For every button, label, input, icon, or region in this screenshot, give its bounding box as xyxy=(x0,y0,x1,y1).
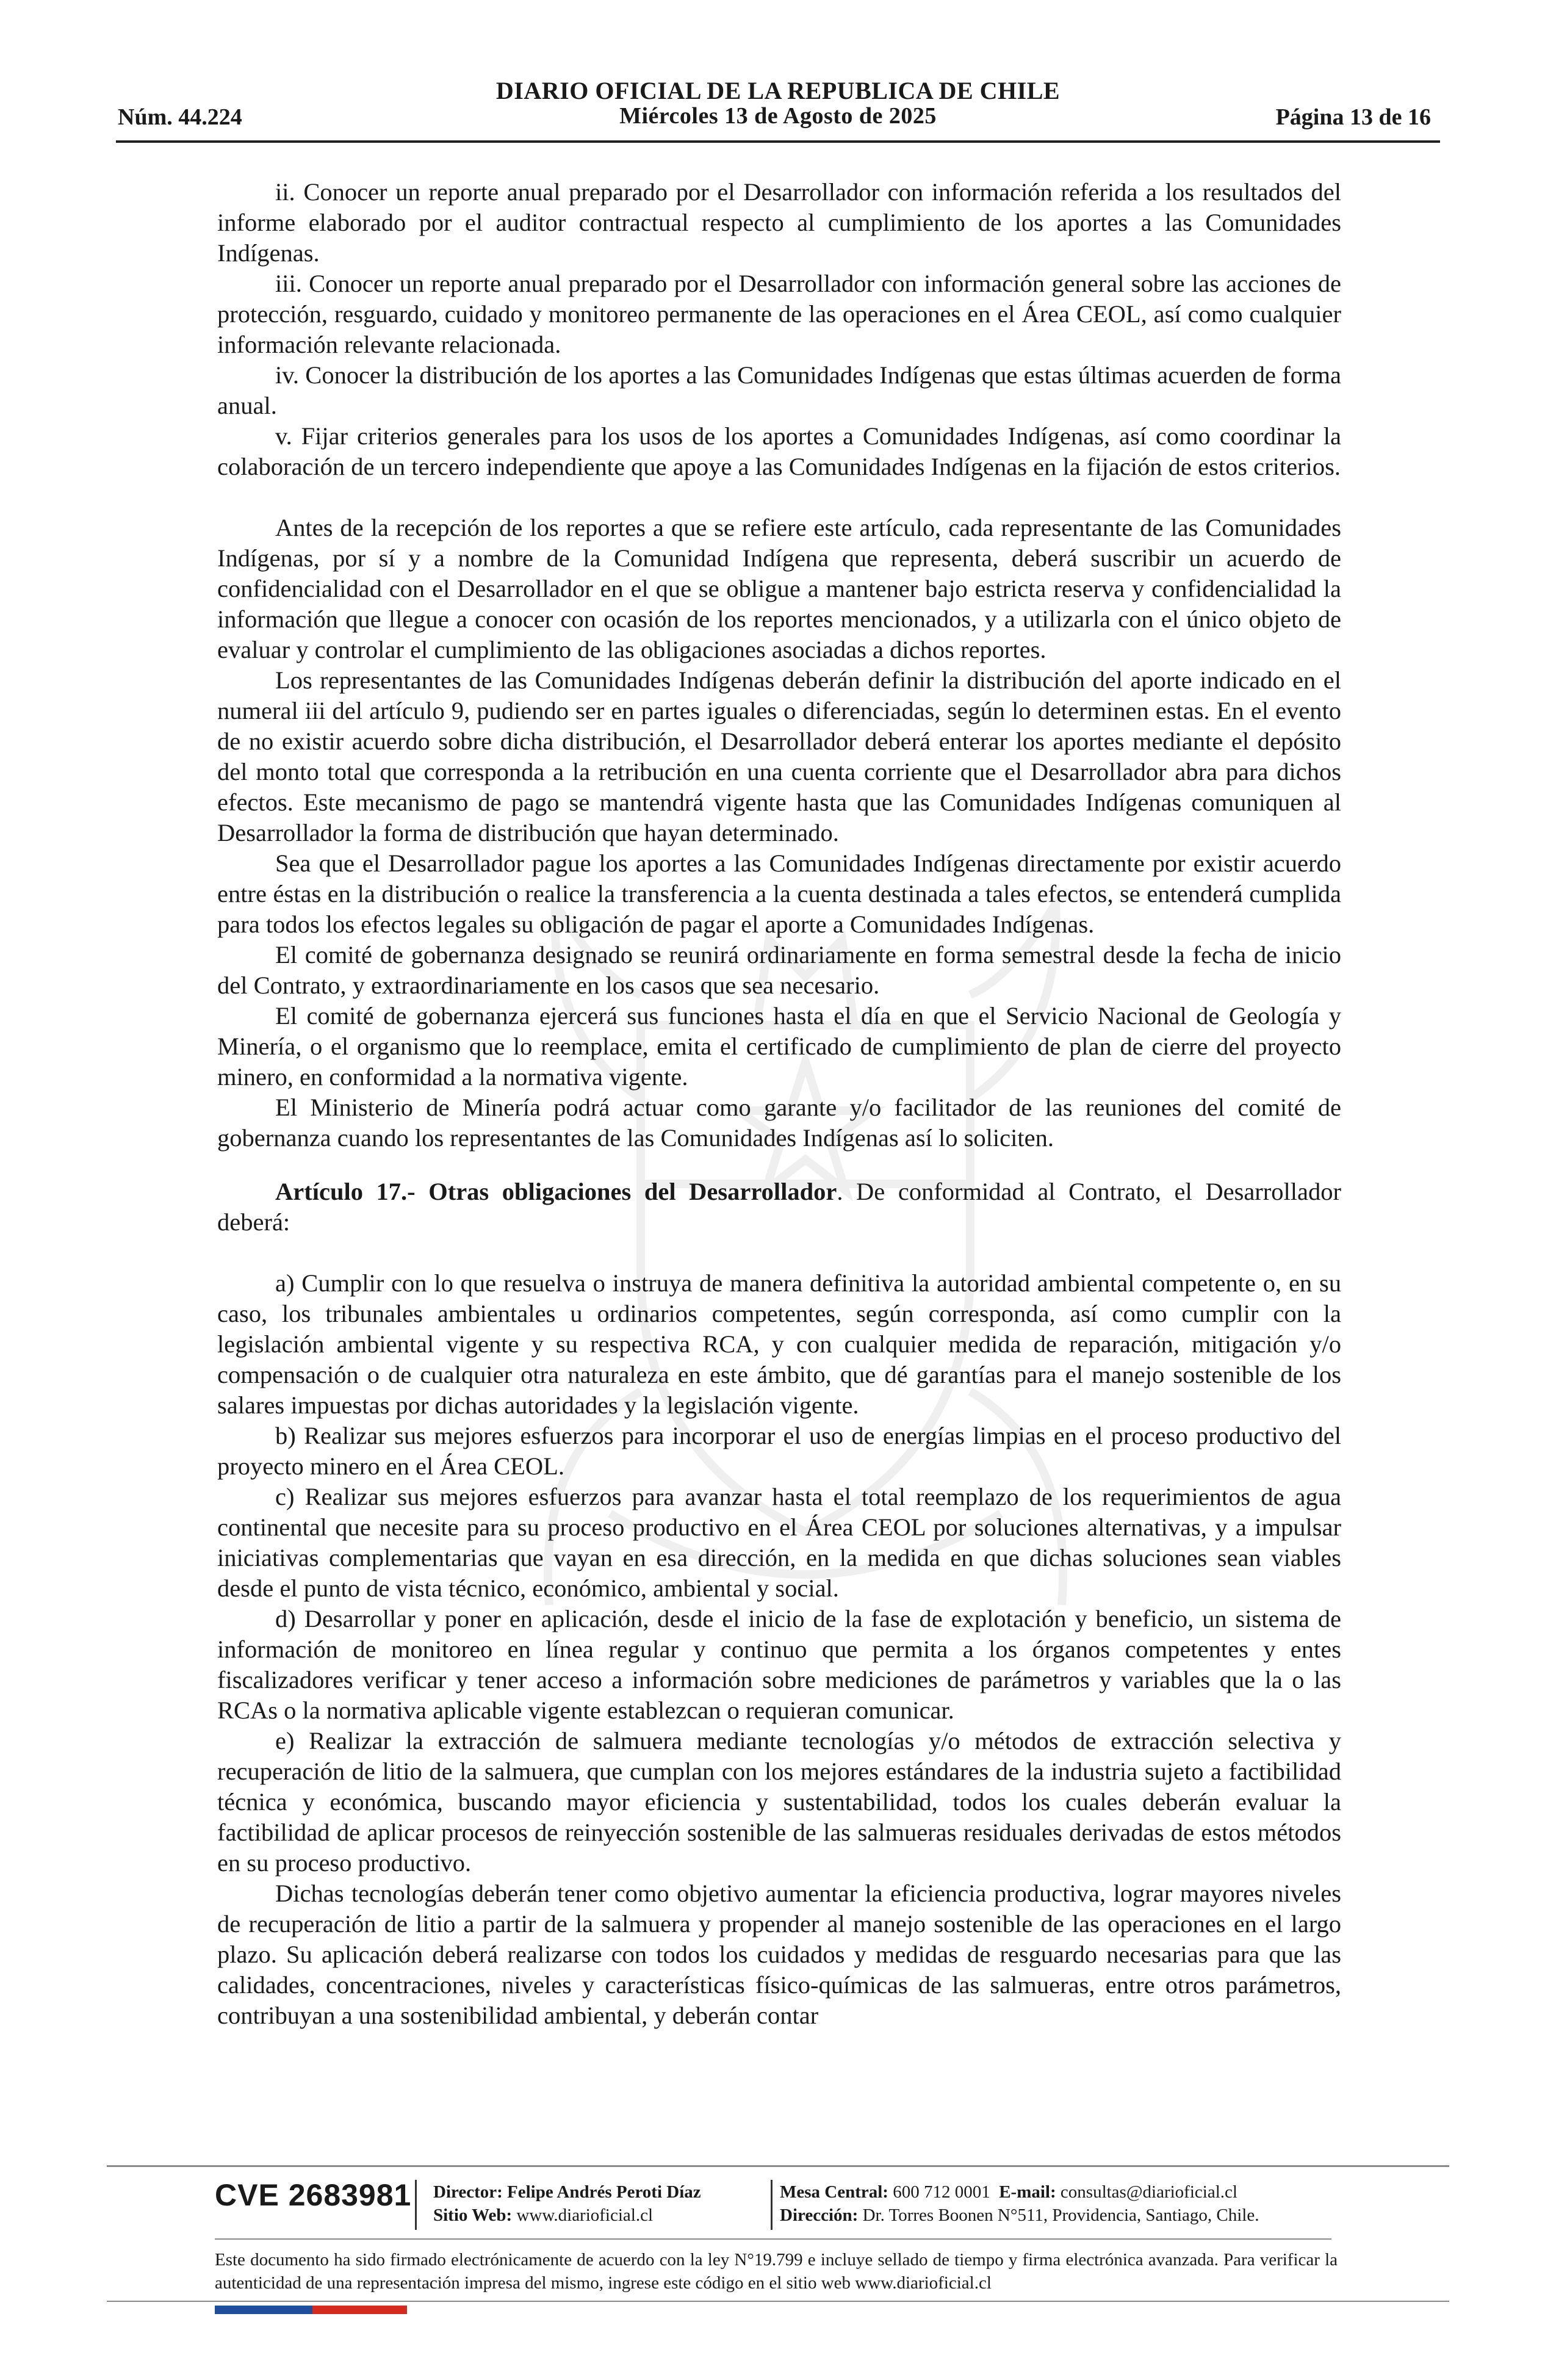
address-line xyxy=(780,2204,1259,2227)
legal-notice: Este documento ha sido firmado electrónicamente de acuerdo con la ley N°19.799 e incluye sellado de tiempo y firma electrónica avanzada. Para verificar la autenticidad de una representación impresa del mismo, ingrese este código en el sitio web www.diarioficial.cl xyxy=(215,2250,1338,2293)
obligation-c: c) Realizar sus mejores esfuerzos para avanzar hasta el total reemplazo de los requerimientos de agua continental que necesite para su proceso productivo en el Área CEOL por soluciones alternativas, y a impulsar iniciativas complementarias que vayan en esa dirección, en la medida en que dichas soluciones sean viables desde el punto de vista técnico, económico, ambiental y social. xyxy=(217,1483,1341,1602)
header-rule xyxy=(116,140,1440,143)
paragraph-payment: Sea que el Desarrollador pague los aportes a las Comunidades Indígenas directamente por existir acuerdo entre éstas en la distribución o realice la transferencia a la cuenta destinada a tales efectos, se entenderá cumplida para todos los efectos legales su obligación de pagar el aporte a Comunidades Indígenas. xyxy=(217,849,1341,938)
article-17-intro xyxy=(217,1177,1341,1238)
obligation-e: e) Realizar la extracción de salmuera mediante tecnologías y/o métodos de extracción selectiva y recuperación de litio de la salmuera, que cumplan con los mejores estándares de la industria sujeto a factibilidad técnica y económica, buscando mayor eficiencia y sustentabilidad, todos los cuales deberán evaluar la factibilidad de aplicar procesos de reinyección sostenible de las salmueras residuales derivadas de estos métodos en su proceso productivo. xyxy=(217,1727,1341,1877)
publication-title: DIARIO OFICIAL DE LA REPUBLICA DE CHILE xyxy=(495,77,1061,104)
paragraph-distribution: Los representantes de las Comunidades Indígenas deberán definir la distribución del aporte indicado en el numeral iii del artículo 9, pudiendo ser en partes iguales o diferenciadas, según lo determinen estas. En el evento de no existir acuerdo sobre dicha distribución, el Desarrollador deberá enterar los aportes mediante el depósito del monto total que corresponda a la retribución en una cuenta corriente que el Desarrollador abra para dichos efectos. Este mecanismo de pago se mantendrá vigente hasta que las Comunidades Indígenas comuniquen al Desarrollador la forma de distribución que hayan determinado. xyxy=(217,666,1341,846)
footer-director-block xyxy=(433,2180,701,2227)
document-body xyxy=(217,177,1341,2031)
paragraph-iv: iv. Conocer la distribución de los aportes a las Comunidades Indígenas que estas últimas acuerden de forma anual. xyxy=(217,361,1341,419)
contact-line xyxy=(780,2180,1259,2204)
page-number: Página 13 de 16 xyxy=(1275,104,1431,130)
footer-rule-top xyxy=(107,2165,1449,2167)
paragraph-confidentiality: Antes de la recepción de los reportes a que se refiere este artículo, cada representante de las Comunidades Indígenas, por sí y a nombre de la Comunidad Indígena que representa, deberá suscribir un acuerdo de confidencialidad con el Desarrollador en el que se obligue a mantener bajo estricta reserva y confidencialidad la información que llegue a conocer con ocasión de los reportes mencionados, y a utilizarla con el único objeto de evaluar y controlar el cumplimiento de las obligaciones asociadas a dichos reportes. xyxy=(217,514,1341,663)
paragraph-ii: ii. Conocer un reporte anual preparado por el Desarrollador con información referida a los resultados del informe elaborado por el auditor contractual respecto al cumplimiento de los aportes a las Comunidades Indígenas. xyxy=(217,178,1341,267)
phone-value: 600 712 0001 xyxy=(893,2182,990,2202)
email-link[interactable]: consultas@diarioficial.cl xyxy=(1060,2182,1237,2202)
footer-contact-block xyxy=(780,2180,1259,2227)
director-label: Director: xyxy=(433,2182,503,2202)
paragraph-ministry: El Ministerio de Minería podrá actuar como garante y/o facilitador de las reuniones del comité de gobernanza cuando los representantes de las Comunidades Indígenas así lo soliciten. xyxy=(217,1094,1341,1152)
paragraph-committee-term: El comité de gobernanza ejercerá sus funciones hasta el día en que el Servicio Nacional de Geología y Minería, o el organismo que lo reemplace, emita el certificado de cumplimiento de plan de cierre del proyecto minero, en conformidad a la normativa vigente. xyxy=(217,1002,1341,1091)
director-name: Felipe Andrés Peroti Díaz xyxy=(507,2182,701,2202)
paragraph-iii: iii. Conocer un reporte anual preparado por el Desarrollador con información general sobre las acciones de protección, resguardo, cuidado y monitoreo permanente de las operaciones en el Área CEOL, así como cualquier información relevante relacionada. xyxy=(217,270,1341,358)
website-line xyxy=(433,2204,701,2227)
website-link[interactable]: www.diarioficial.cl xyxy=(516,2205,654,2225)
footer-separator xyxy=(771,2180,773,2230)
email-label: E-mail: xyxy=(999,2182,1056,2202)
obligation-d: d) Desarrollar y poner en aplicación, desde el inicio de la fase de explotación y beneficio, un sistema de información de monitoreo en línea regular y continuo que permita a los órganos competentes y entes fiscalizadores verificar y tener acceso a información sobre mediciones de parámetros y variables que la o las RCAs o la normativa aplicable vigente establezcan o requieran comunicar. xyxy=(217,1605,1341,1724)
address-value: Dr. Torres Boonen N°511, Providencia, Santiago, Chile. xyxy=(862,2205,1259,2225)
flag-stripe-blue xyxy=(215,2306,312,2314)
paragraph-v: v. Fijar criterios generales para los usos de los aportes a Comunidades Indígenas, así como coordinar la colaboración de un tercero independiente que apoye a las Comunidades Indígenas en la fijación de estos criterios. xyxy=(217,422,1341,480)
obligation-a: a) Cumplir con lo que resuelva o instruya de manera definitiva la autoridad ambiental competente o, en su caso, los tribunales ambientales u ordinarios competentes, según corresponda, así como cumplir con la legislación ambiental vigente y su respectiva RCA, y con cualquier medida de reparación, mitigación y/o compensación o de cualquier otra naturaleza en este ámbito, que dé garantías para el manejo sostenible de los salares impuestas por dichas autoridades y la legislación vigente. xyxy=(217,1269,1341,1419)
cve-code: CVE 2683981 xyxy=(215,2178,412,2212)
footer-separator xyxy=(415,2180,417,2230)
issue-number: Núm. 44.224 xyxy=(118,104,242,130)
paragraph-committee-meetings: El comité de gobernanza designado se reunirá ordinariamente en forma semestral desde la fecha de inicio del Contrato, y extraordinariamente en los casos que sea necesario. xyxy=(217,941,1341,999)
footer-rule-middle xyxy=(215,2238,1331,2240)
paragraph-technologies: Dichas tecnologías deberán tener como objetivo aumentar la eficiencia productiva, lograr mayores niveles de recuperación de litio a partir de la salmuera y propender al manejo sostenible de las operaciones en el largo plazo. Su aplicación deberá realizarse con todos los cuidados y medidas de resguardo necesarias para que las calidades, concentraciones, niveles y características físico-químicas de las salmueras, entre otros parámetros, contribuyan a una sostenibilidad ambiental, y deberán contar xyxy=(217,1880,1341,2029)
article-17-heading: Artículo 17.- Otras obligaciones del Desarrollador xyxy=(275,1178,837,1205)
obligation-b: b) Realizar sus mejores esfuerzos para incorporar el uso de energías limpias en el proceso productivo del proyecto minero en el Área CEOL. xyxy=(217,1422,1341,1480)
issue-date: Miércoles 13 de Agosto de 2025 xyxy=(619,103,937,129)
director-line xyxy=(433,2180,701,2204)
footer-rule-bottom xyxy=(107,2301,1449,2302)
article-17-lead: . De conformidad al Contrato, el Desarrollador deberá: xyxy=(217,1178,1341,1236)
flag-stripe-red xyxy=(312,2306,407,2314)
website-label: Sitio Web: xyxy=(433,2205,513,2225)
phone-label: Mesa Central: xyxy=(780,2182,888,2202)
address-label: Dirección: xyxy=(780,2205,859,2225)
